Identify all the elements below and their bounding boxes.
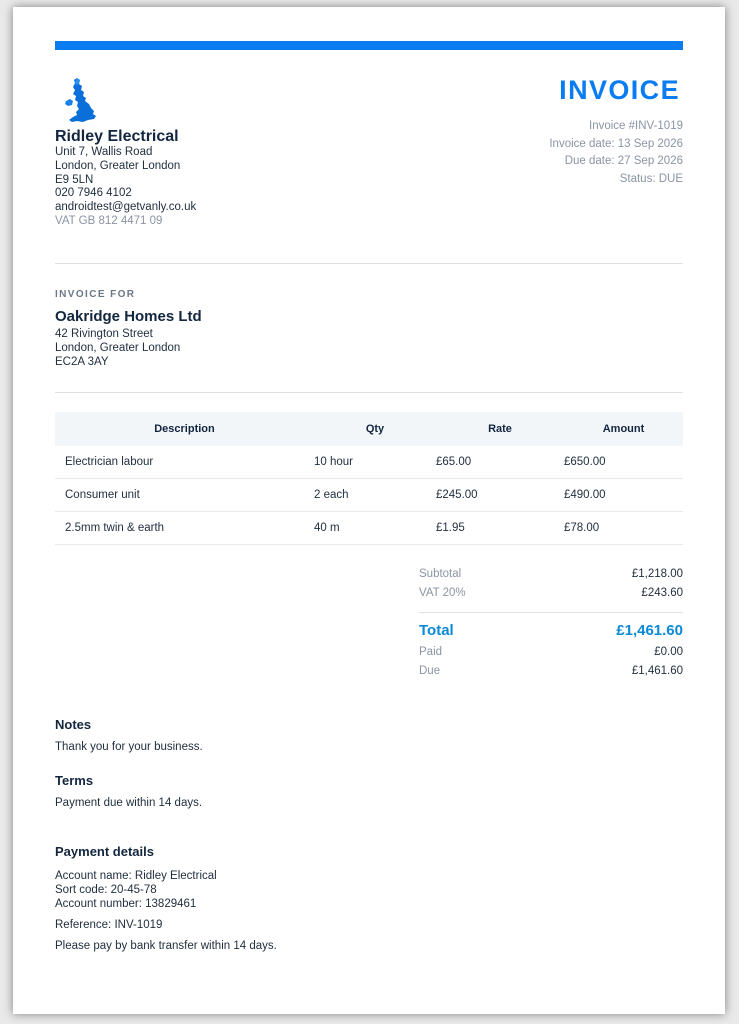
totals-divider [419, 612, 683, 613]
column-header-amount: Amount [564, 412, 683, 446]
column-header-description: Description [55, 412, 314, 446]
column-header-qty: Qty [314, 412, 436, 446]
item-qty: 2 each [314, 479, 436, 512]
invoice-title: INVOICE [559, 75, 680, 105]
company-vat: VAT GB 812 4471 09 [55, 214, 163, 227]
subtotal-label: Subtotal [419, 568, 462, 580]
due-label: Due [419, 665, 441, 677]
payment-reference: Reference: INV-1019 [55, 919, 163, 931]
payment-details [55, 869, 217, 911]
table-row [55, 512, 683, 545]
client-address-line: EC2A 3AY [55, 356, 109, 368]
line-items-table [55, 412, 683, 545]
company-email: androidtest@getvanly.co.uk [55, 201, 197, 214]
vat-row [419, 584, 683, 603]
invoice-number: Invoice #INV-1019 [589, 120, 683, 132]
client-name: Oakridge Homes Ltd [55, 308, 202, 325]
company-address-line: London, Greater London [55, 159, 181, 172]
item-description: Electrician labour [55, 446, 314, 479]
subtotal-row [419, 565, 683, 584]
company-name: Ridley Electrical [55, 128, 179, 145]
item-qty: 10 hour [314, 446, 436, 479]
total-row [419, 619, 683, 642]
table-header-row [55, 412, 683, 446]
client-address-line: London, Greater London [55, 342, 181, 354]
divider [55, 263, 683, 264]
subtotal-value: £1,218.00 [631, 568, 683, 580]
invoice-status: Status: DUE [619, 172, 683, 185]
item-rate: £65.00 [436, 446, 564, 479]
uk-map-icon [63, 77, 97, 123]
client-address-line: 42 Rivington Street [55, 328, 153, 340]
total-value: £1,461.60 [616, 622, 683, 639]
terms-title: Terms [55, 773, 94, 788]
notes-title: Notes [55, 717, 92, 732]
item-description: Consumer unit [55, 479, 314, 512]
notes-text: Thank you for your business. [55, 741, 203, 753]
total-label: Total [419, 622, 454, 639]
company-address-line: Unit 7, Wallis Road [55, 146, 153, 158]
table-row [55, 479, 683, 512]
payment-account-name: Account name: Ridley Electrical [55, 870, 217, 882]
terms-text: Payment due within 14 days. [55, 797, 203, 809]
column-header-rate: Rate [436, 412, 564, 446]
item-amount: £490.00 [564, 479, 683, 512]
item-amount: £650.00 [564, 446, 683, 479]
due-row [419, 662, 683, 681]
payment-account-number: Account number: 13829461 [55, 898, 197, 910]
paid-value: £0.00 [654, 646, 683, 658]
table-row [55, 446, 683, 479]
invoice-date: Invoice date: 13 Sep 2026 [549, 137, 683, 150]
paid-row [419, 643, 683, 662]
divider [55, 392, 683, 393]
item-qty: 40 m [314, 512, 436, 545]
company-details [55, 146, 196, 229]
item-amount: £78.00 [564, 512, 683, 545]
paid-label: Paid [419, 646, 443, 658]
invoice-page [13, 7, 725, 1014]
item-description: 2.5mm twin & earth [55, 512, 314, 545]
vat-label: VAT 20% [419, 587, 466, 599]
client-address [55, 327, 180, 369]
accent-bar [55, 41, 683, 50]
payment-sort-code: Sort code: 20-45-78 [55, 884, 157, 896]
due-value: £1,461.60 [631, 665, 683, 677]
bill-to-label: INVOICE FOR [55, 289, 136, 300]
vat-value: £243.60 [641, 587, 683, 599]
item-rate: £1.95 [436, 512, 564, 545]
payment-details-title: Payment details [55, 844, 154, 859]
company-address-line: E9 5LN [55, 173, 94, 186]
totals-summary [419, 565, 683, 681]
item-rate: £245.00 [436, 479, 564, 512]
invoice-due-date: Due date: 27 Sep 2026 [564, 155, 683, 168]
payment-instruction: Please pay by bank transfer within 14 days. [55, 940, 277, 952]
company-phone: 020 7946 4102 [55, 187, 132, 200]
invoice-meta [549, 118, 683, 188]
